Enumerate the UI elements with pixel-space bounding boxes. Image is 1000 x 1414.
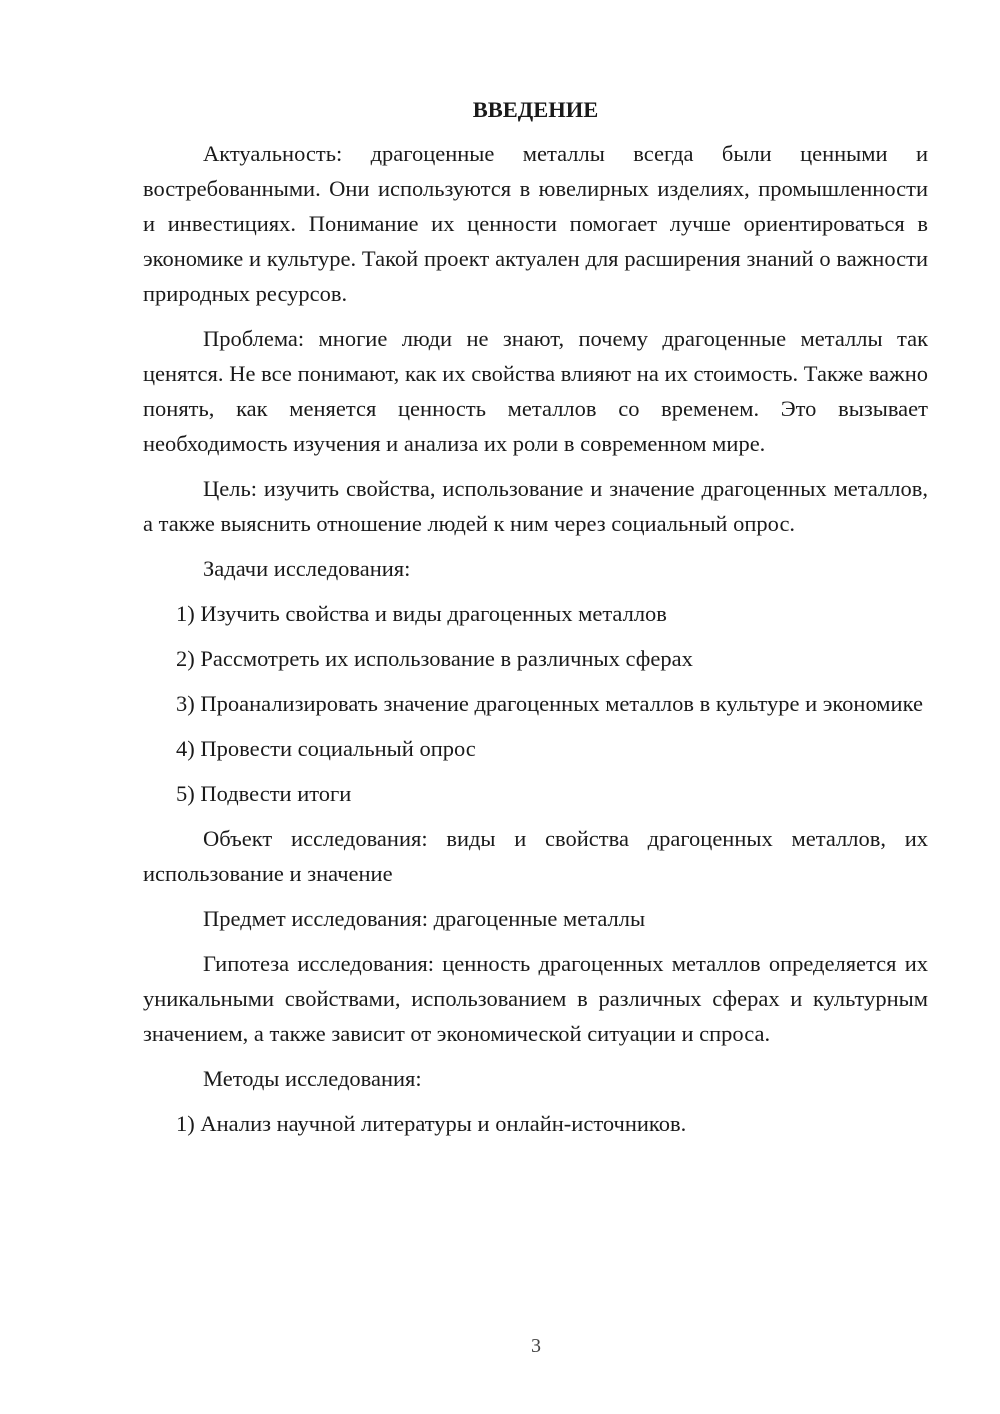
- hypothesis-paragraph: Гипотеза исследования: ценность драгоценных металлов определяется их уникальными свойствами, использованием в различных сферах и культурным значением, а также зависит от экономической ситуации и спроса.: [143, 951, 928, 1046]
- task-item: 3) Проанализировать значение драгоценных металлов в культуре и экономике: [176, 691, 923, 716]
- subject-paragraph: Предмет исследования: драгоценные металлы: [203, 906, 646, 931]
- method-item: 1) Анализ научной литературы и онлайн-источников.: [176, 1111, 687, 1136]
- object-paragraph: Объект исследования: виды и свойства драгоценных металлов, их использование и значение: [143, 826, 928, 886]
- relevance-paragraph: Актуальность: драгоценные металлы всегда были ценными и востребованными. Они используются в ювелирных изделиях, промышленности и инвестициях. Понимание их ценности помогает лучше ориентироваться в экономике и культуре. Такой проект актуален для расширения знаний о важности природных ресурсов.: [143, 141, 928, 306]
- task-item: 2) Рассмотреть их использование в различных сферах: [176, 646, 693, 671]
- task-item: 5) Подвести итоги: [176, 781, 352, 806]
- problem-paragraph: Проблема: многие люди не знают, почему драгоценные металлы так ценятся. Не все понимают, как их свойства влияют на их стоимость. Также важно понять, как меняется ценность металлов со временем. Это вызывает необходимость изучения и анализа их роли в современном мире.: [143, 326, 928, 456]
- document-page: [143, 94, 928, 1151]
- task-item: 4) Провести социальный опрос: [176, 736, 476, 761]
- page-number: 3: [531, 1335, 541, 1357]
- tasks-heading: Задачи исследования:: [203, 556, 411, 581]
- task-item: 1) Изучить свойства и виды драгоценных металлов: [176, 601, 667, 626]
- section-title: ВВЕДЕНИЕ: [472, 97, 599, 122]
- goal-paragraph: Цель: изучить свойства, использование и значение драгоценных металлов, а также выяснить отношение людей к ним через социальный опрос.: [143, 476, 928, 536]
- methods-heading: Методы исследования:: [203, 1066, 422, 1091]
